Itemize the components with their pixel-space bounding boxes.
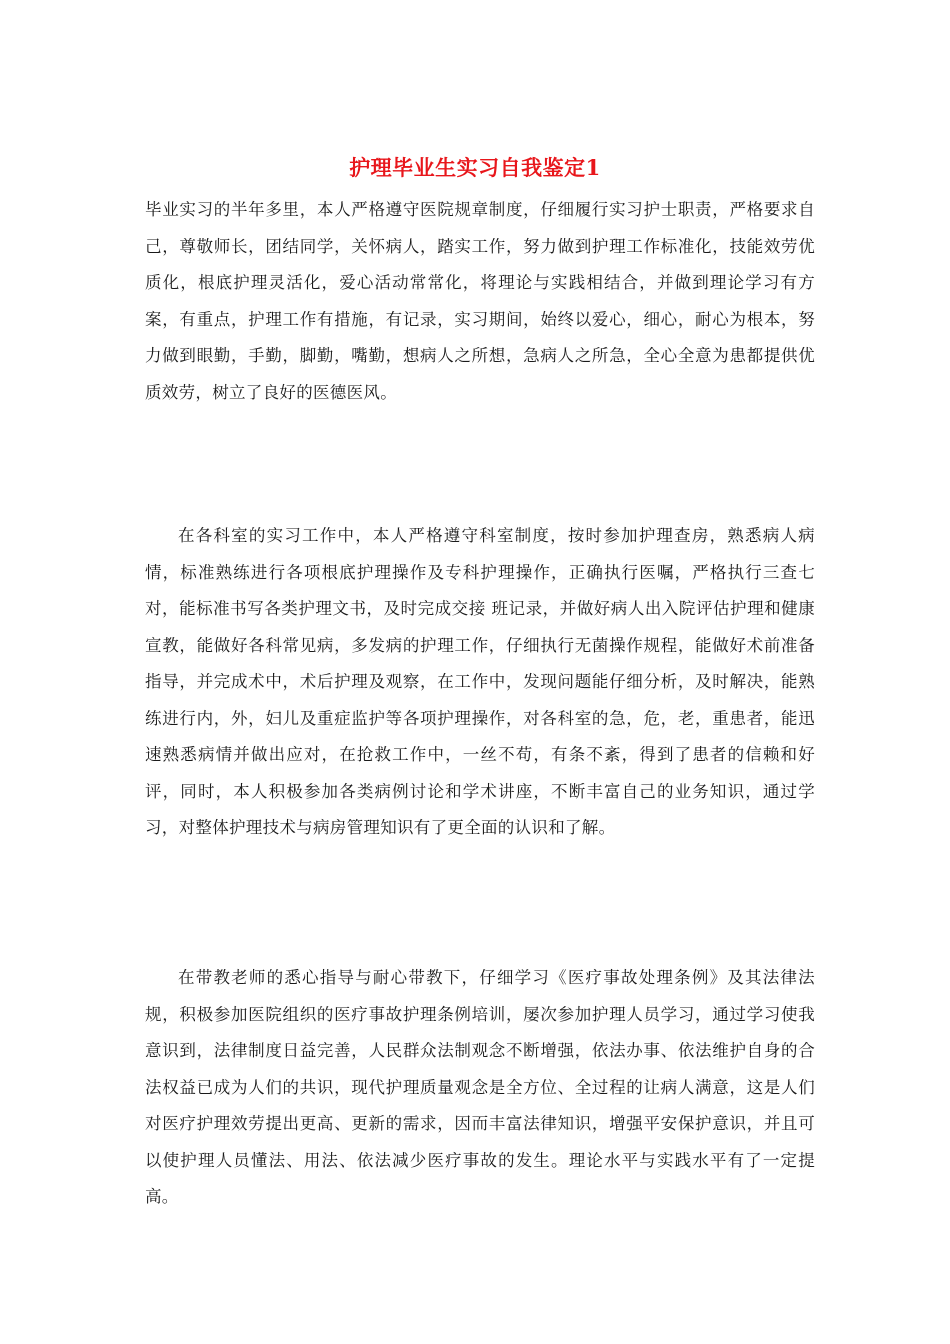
paragraph-1: 毕业实习的半年多里，本人严格遵守医院规章制度，仔细履行实习护士职责，严格要求自己，尊敬师长，团结同学，关怀病人，踏实工作，努力做到护理工作标准化，技能效劳优质化，根底护理灵活化，爱心活动常常化，将理论与实践相结合，并做到理论学习有方案，有重点，护理工作有措施，有记录，实习期间，始终以爱心，细心，耐心为根本，努力做到眼勤，手勤，脚勤，嘴勤，想病人之所想，急病人之所急，全心全意为患都提供优质效劳，树立了良好的医德医风。 bbox=[145, 200, 815, 402]
paragraph-3: 在带教老师的悉心指导与耐心带教下，仔细学习《医疗事故处理条例》及其法律法规，积极参加医院组织的医疗事故护理条例培训，屡次参加护理人员学习，通过学习使我意识到，法律制度日益完善，人民群众法制观念不断增强，依法办事、依法维护自身的合法权益已成为人们的共识，现代护理质量观念是全方位、全过程的让病人满意，这是人们对医疗护理效劳提出更高、更新的需求，因而丰富法律知识，增强平安保护意识，并且可以使护理人员懂法、用法、依法减少医疗事故的发生。理论水平与实践水平有了一定提高。 bbox=[145, 968, 815, 1206]
paragraph-2: 在各科室的实习工作中，本人严格遵守科室制度，按时参加护理查房，熟悉病人病情，标准熟练进行各项根底护理操作及专科护理操作，正确执行医嘱，严格执行三查七对，能标准书写各类护理文书，及时完成交接 班记录，并做好病人出入院评估护理和健康宣教，能做好各科常见病，多发病的护理工作，仔细执行无菌操作规程，能做好术前准备指导，并完成术中，术后护理及观察，在工作中，发现问题能仔细分析，及时解决，能熟练进行内，外，妇儿及重症监护等各项护理操作，对各科室的急，危，老，重患者，能迅速熟悉病情并做出应对，在抢救工作中，一丝不苟，有条不紊，得到了患者的信赖和好评，同时，本人积极参加各类病例讨论和学术讲座，不断丰富自己的业务知识，通过学习，对整体护理技术与病房管理知识有了更全面的认识和了解。 bbox=[145, 526, 815, 837]
document-title: 护理毕业生实习自我鉴定1 bbox=[349, 155, 601, 180]
